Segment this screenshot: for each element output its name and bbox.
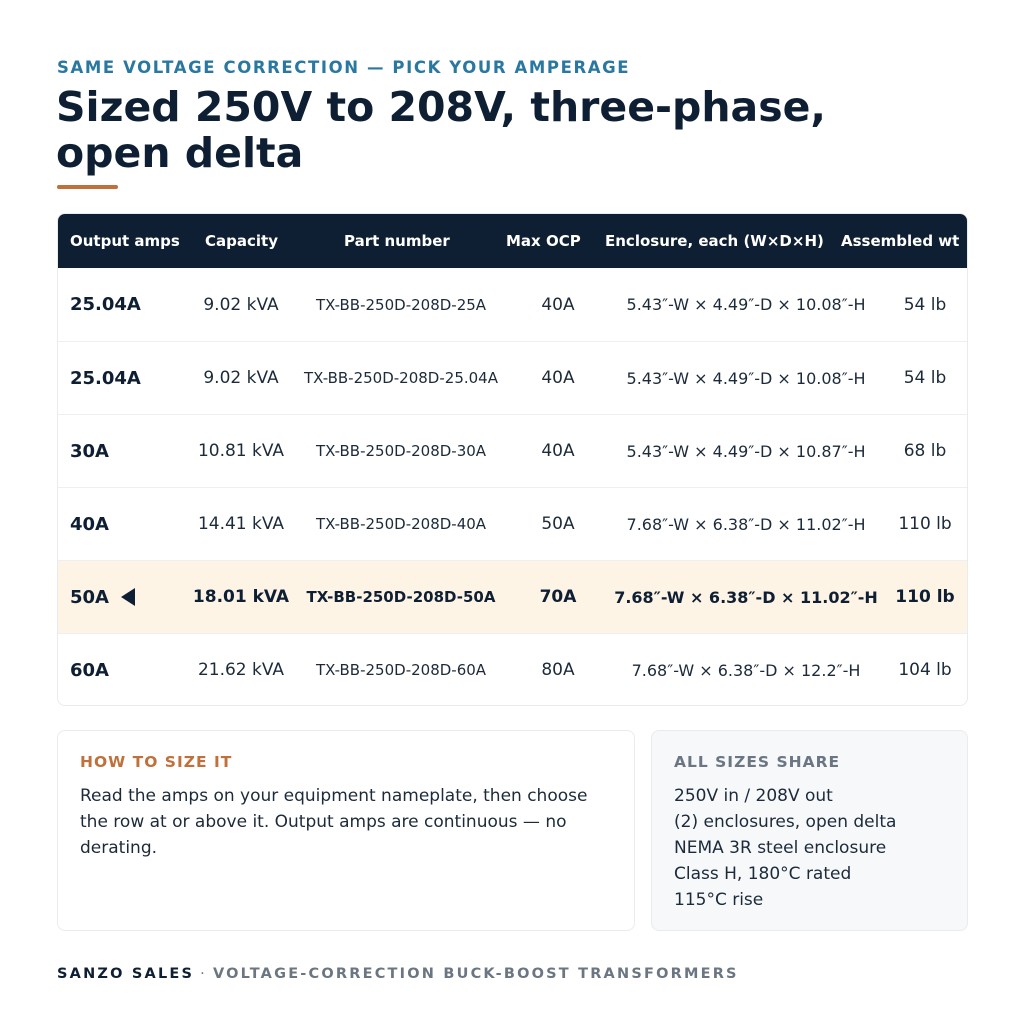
cell-enclosure: 5.43″-W × 4.49″-D × 10.08″-H [626,295,866,314]
cell-enclosure: 5.43″-W × 4.49″-D × 10.87″-H [626,441,866,461]
cell-weight: 110 lb [895,587,955,607]
cell-max-ocp: 40A [541,441,575,461]
all-sizes-share-label: ALL SIZES SHARE [674,753,841,771]
col-header-max-ocp: Max OCP [506,232,581,250]
cell-output-amps [70,634,109,706]
spec-table [57,213,968,706]
col-header-capacity: Capacity [205,232,278,250]
cell-output-amps [70,415,109,487]
shared-feature-item: NEMA 3R steel enclosure [674,838,887,858]
cell-part-number: TX-BB-250D-208D-40A [315,515,487,533]
cell-max-ocp: 40A [541,368,575,388]
cell-max-ocp: 80A [541,660,575,680]
footer [57,966,739,982]
cell-weight: 54 lb [903,294,947,315]
cell-output-amps [70,342,141,414]
title-accent-rule [57,185,118,189]
cell-capacity: 9.02 kVA [203,368,279,388]
cell-enclosure: 7.68″-W × 6.38″-D × 11.02″-H [626,514,866,534]
shared-feature-item: Class H, 180°C rated [674,864,852,884]
cell-output-amps [70,561,135,633]
how-to-size-label: HOW TO SIZE IT [80,753,233,771]
cell-capacity: 21.62 kVA [197,660,285,680]
shared-feature-item: (2) enclosures, open delta [674,812,897,832]
table-row-selected[interactable] [58,560,967,633]
cell-capacity: 9.02 kVA [203,294,279,315]
footer-brand: SANZO SALES [57,966,195,982]
shared-feature-item: 250V in / 208V out [674,786,833,806]
table-row[interactable] [58,341,967,414]
table-body [58,268,967,706]
cell-weight: 110 lb [898,514,952,534]
how-to-size-text: Read the amps on your equipment nameplate, then choose the row at or above it. Output amps are continuous — no derating. [80,786,588,858]
cell-weight: 104 lb [898,660,952,680]
shared-features-list [674,783,896,913]
cell-weight: 68 lb [903,441,947,461]
col-header-enclosure: Enclosure, each (W×D×H) [605,232,824,250]
cell-part-number: TX-BB-250D-208D-30A [315,442,487,460]
cell-part-number: TX-BB-250D-208D-25A [315,295,487,314]
table-row[interactable] [58,633,967,706]
cell-output-amps [70,268,141,341]
cell-output-amps [70,488,109,560]
cell-output-amps-text: 30A [70,440,109,462]
all-sizes-share-card [651,730,968,931]
footer-tagline: VOLTAGE-CORRECTION BUCK-BOOST TRANSFORMERS [212,966,739,982]
table-header [58,214,967,268]
cell-capacity: 14.41 kVA [197,514,285,534]
how-to-size-card [57,730,635,931]
cell-enclosure: 5.43″-W × 4.49″-D × 10.08″-H [626,368,866,388]
table-row[interactable] [58,268,967,341]
col-header-part-number: Part number [344,232,450,250]
col-header-weight: Assembled wt [841,232,960,250]
cell-max-ocp: 50A [541,514,575,534]
cell-max-ocp: 70A [539,587,577,607]
cell-weight: 54 lb [903,368,947,388]
cell-output-amps-text: 50A [70,586,109,608]
footer-separator: · [200,966,207,982]
table-row[interactable] [58,414,967,487]
cell-part-number: TX-BB-250D-208D-25.04A [304,369,498,387]
shared-feature-item: 115°C rise [674,890,764,910]
table-row[interactable] [58,487,967,560]
col-header-output-amps: Output amps [70,232,180,250]
cell-output-amps-text: 25.04A [70,294,141,315]
eyebrow-label: SAME VOLTAGE CORRECTION — PICK YOUR AMPERAGE [57,58,631,77]
cell-output-amps-text: 40A [70,513,109,535]
pointer-left-triangle-icon [121,588,135,606]
cell-capacity: 10.81 kVA [197,441,285,461]
cell-enclosure: 7.68″-W × 6.38″-D × 11.02″-H [614,587,878,607]
cell-part-number: TX-BB-250D-208D-50A [306,588,496,606]
cell-capacity: 18.01 kVA [192,587,290,607]
cell-output-amps-text: 25.04A [70,367,141,389]
cell-part-number: TX-BB-250D-208D-60A [315,661,487,679]
cell-output-amps-text: 60A [70,659,109,681]
cell-max-ocp: 40A [541,294,575,315]
cell-enclosure: 7.68″-W × 6.38″-D × 12.2″-H [631,660,861,680]
page-title: Sized 250V to 208V, three-phase, open delta [56,83,827,177]
